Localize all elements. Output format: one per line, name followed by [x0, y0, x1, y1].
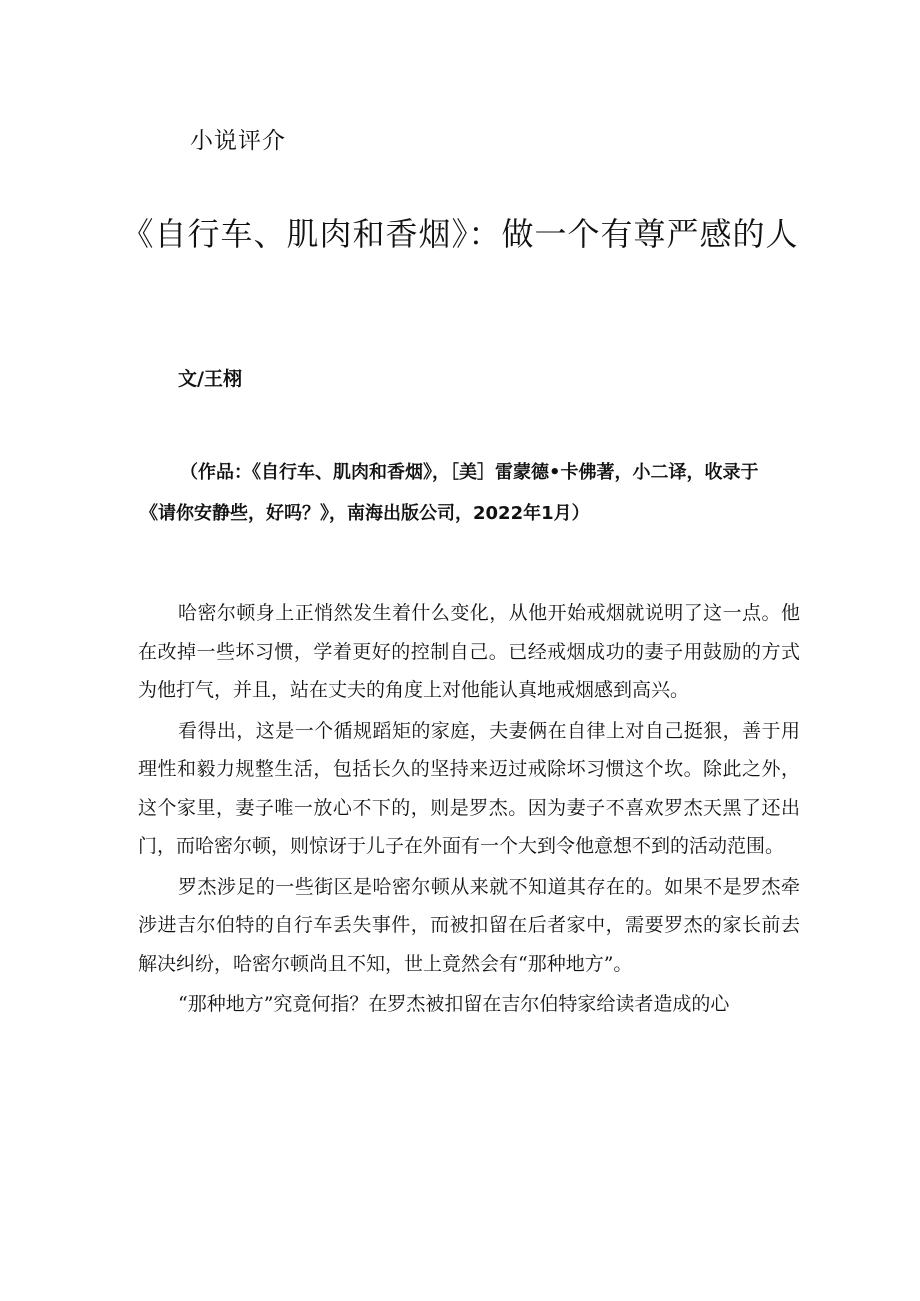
article-title: 《自行车、肌肉和香烟》：做一个有尊严感的人 — [121, 215, 799, 253]
body-paragraph: “那种地方”究竟何指？在罗杰被扣留在吉尔伯特家给读者造成的心 — [178, 993, 730, 1015]
body-paragraph: 罗杰涉足的一些街区是哈密尔顿从来就不知道其存在的。如果不是罗杰牵涉进吉尔伯特的自行车丢失事件，而被扣留在后者家中，需要罗杰的家长前去解决纠纷，哈密尔顿尚且不知，世上竟然会有“那种地方”。 — [138, 875, 800, 975]
body-paragraph: 看得出，这是一个循规蹈矩的家庭，夫妻俩在自律上对自己挺狠，善于用理性和毅力规整生活，包括长久的坚持来迈过戒除坏习惯这个坎。除此之外，这个家里，妻子唯一放心不下的，则是罗杰。因为妻子不喜欢罗杰天黑了还出门，而哈密尔顿，则惊讶于儿子在外面有一个大到令他意想不到的活动范围。 — [138, 719, 800, 857]
article-body — [138, 594, 800, 1026]
work-citation: （作品：《自行车、肌肉和香烟》，［美］雷蒙德•卡佛著，小二译，收录于《请你安静些，好吗？》，南海出版公司，2022年1月） — [140, 462, 759, 524]
author-byline: 文/王栩 — [178, 368, 242, 390]
body-paragraph: 哈密尔顿身上正悄然发生着什么变化，从他开始戒烟就说明了这一点。他在改掉一些坏习惯，学着更好的控制自己。已经戒烟成功的妻子用鼓励的方式为他打气，并且，站在丈夫的角度上对他能认真地戒烟感到高兴。 — [138, 602, 800, 701]
category-label: 小说评介 — [190, 128, 286, 154]
